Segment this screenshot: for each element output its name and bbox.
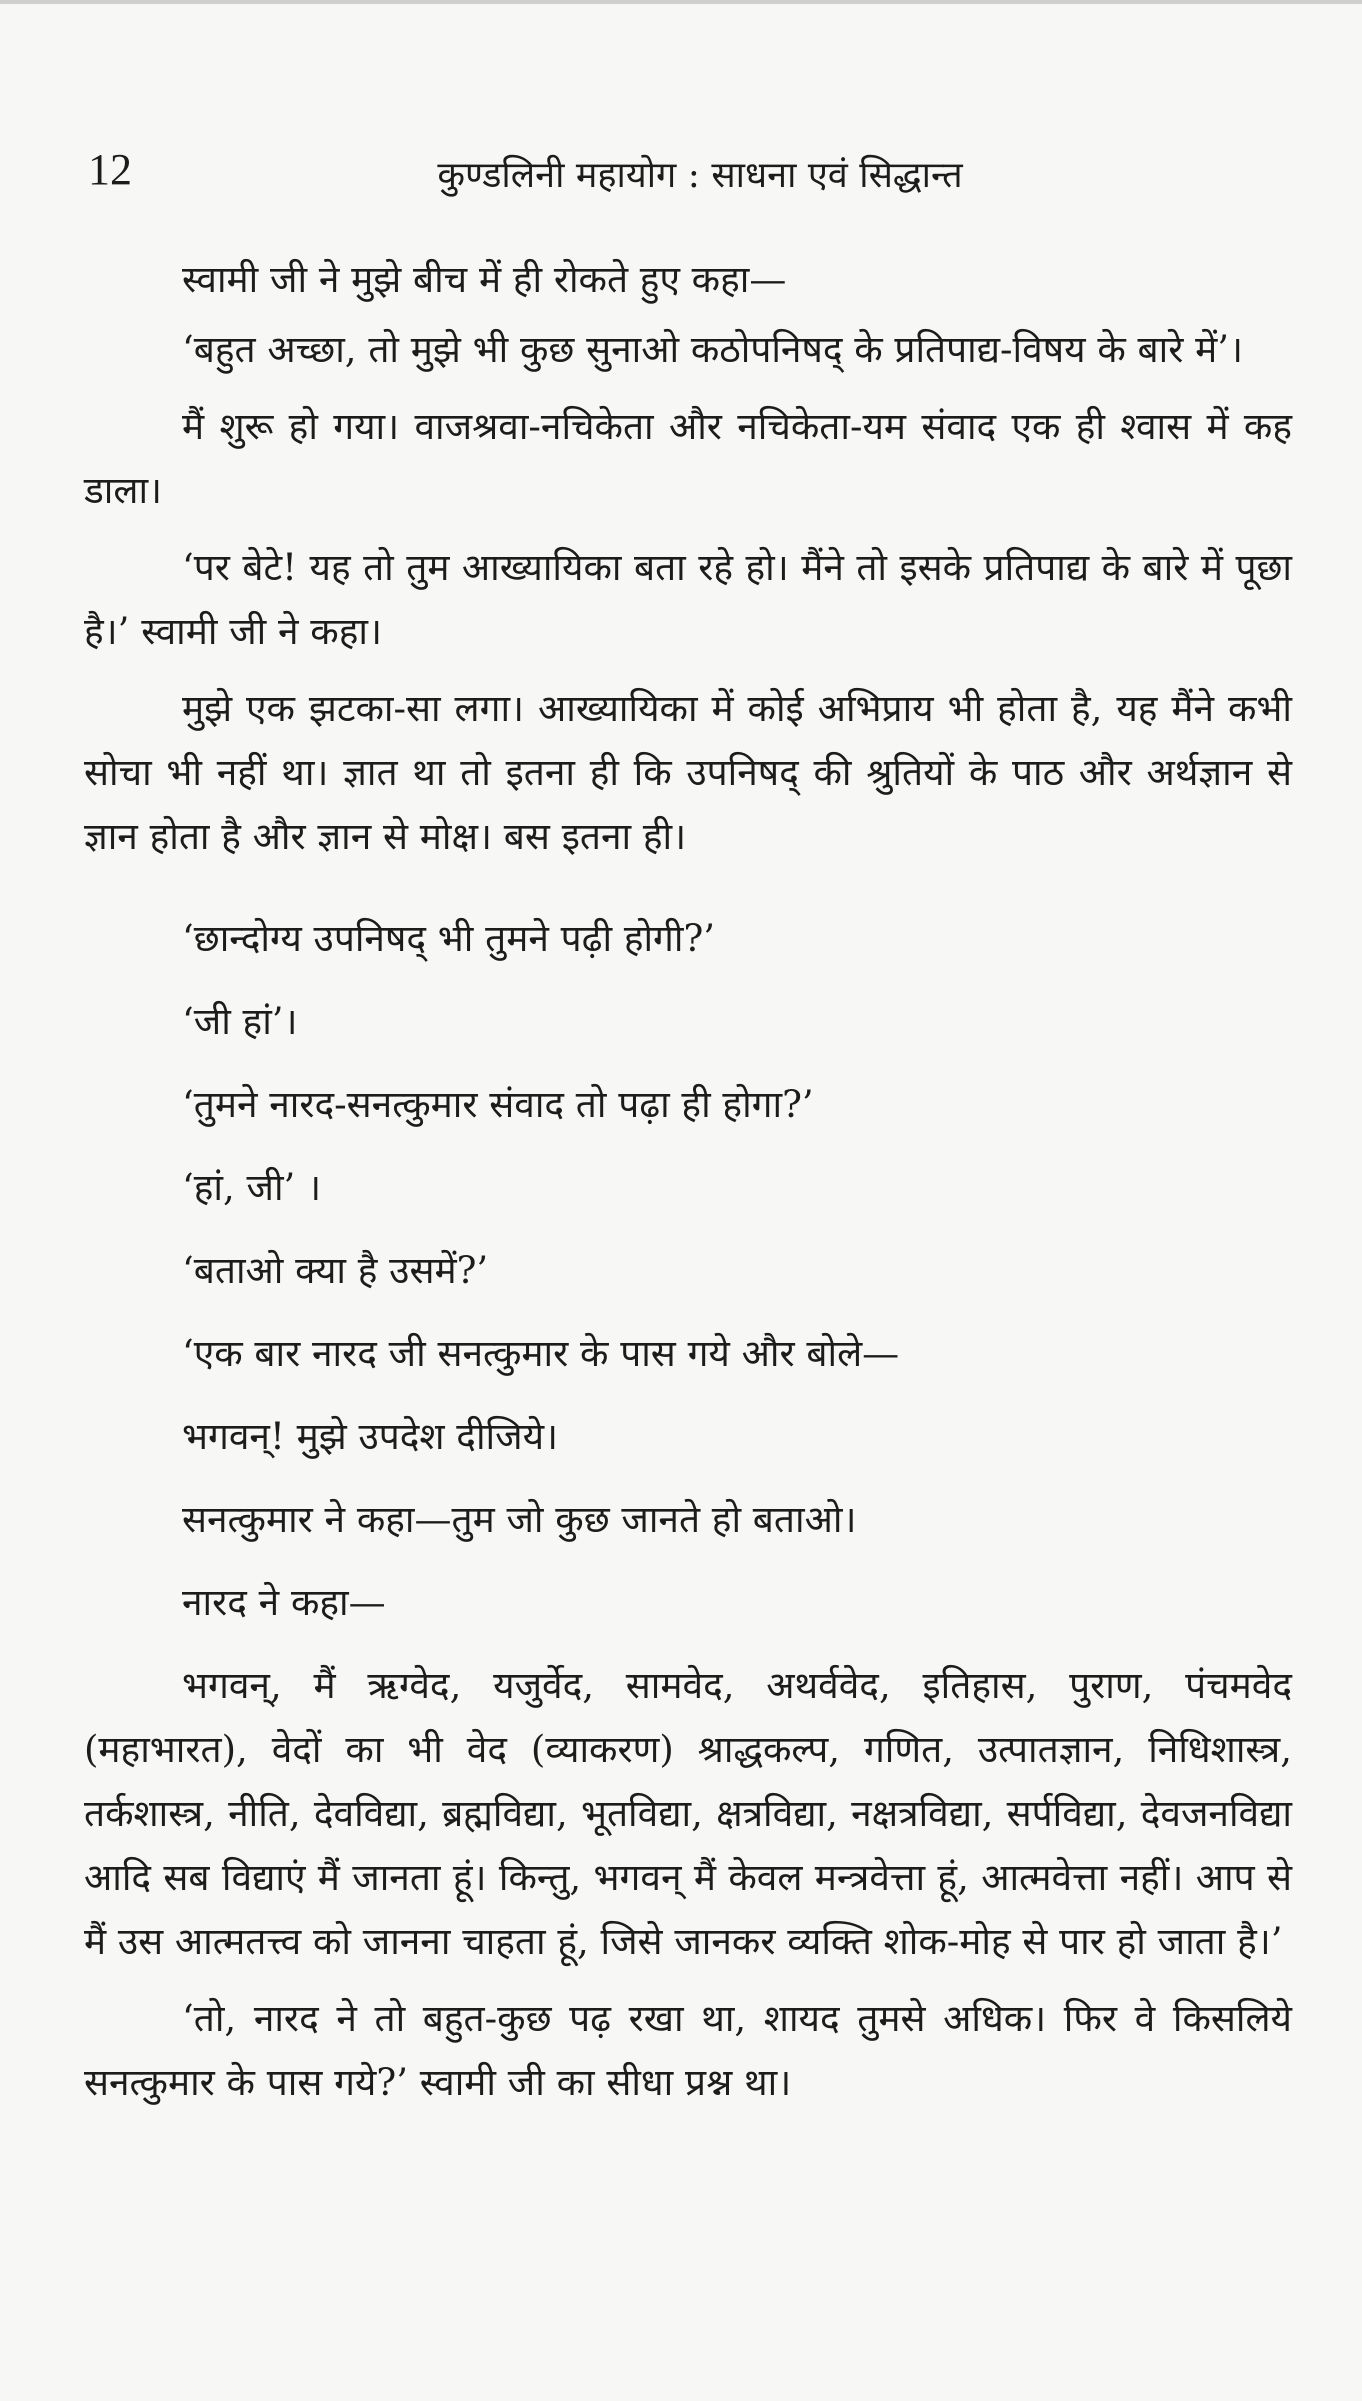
page-number: 12 xyxy=(88,145,132,194)
page-body xyxy=(84,248,1292,2128)
paragraph: ‘पर बेटे! यह तो तुम आख्यायिका बता रहे हो। मैंने तो इसके प्रतिपाद्य के बारे में पूछा है।’ स्वामी जी ने कहा। xyxy=(84,546,1292,653)
dialogue-line: नारद ने कहा— xyxy=(182,1581,386,1624)
dialogue-line: ‘छान्दोग्य उपनिषद् भी तुमने पढ़ी होगी?’ xyxy=(182,917,716,960)
paragraph: मैं शुरू हो गया। वाजश्रवा-नचिकेता और नचिकेता-यम संवाद एक ही श्वास में कह डाला। xyxy=(84,405,1292,512)
paragraph: मुझे एक झटका-सा लगा। आख्यायिका में कोई अभिप्राय भी होता है, यह मैंने कभी सोचा भी नहीं था। ज्ञात था तो इतना ही कि उपनिषद् की श्रुतियों के पाठ और अर्थज्ञान से ज्ञान होता है और ज्ञान से मोक्ष। बस इतना ही। xyxy=(84,687,1292,858)
dialogue-line: भगवन्! मुझे उपदेश दीजिये। xyxy=(182,1415,559,1458)
paragraph: भगवन्, मैं ऋग्वेद, यजुर्वेद, सामवेद, अथर्ववेद, इतिहास, पुराण, पंचमवेद (महाभारत), वेदों का भी वेद (व्याकरण) श्राद्धकल्प, गणित, उत्पातज्ञान, निधिशास्त्र, तर्कशास्त्र, नीति, देवविद्या, ब्रह्मविद्या, भूतविद्या, क्षत्रविद्या, नक्षत्रविद्या, सर्पविद्या, देवजनविद्या आदि सब विद्याएं मैं जानता हूं। किन्तु, भगवन् मैं केवल मन्त्रवेत्ता हूं, आत्मवेत्ता नहीं। आप से मैं उस आत्मतत्त्व को जानना चाहता हूं, जिसे जानकर व्यक्ति शोक-मोह से पार हो जाता है।’ xyxy=(84,1664,1292,1963)
paragraph: ‘बहुत अच्छा, तो मुझे भी कुछ सुनाओ कठोपनिषद् के प्रतिपाद्य-विषय के बारे में’। xyxy=(182,328,1244,371)
dialogue-line: ‘तुमने नारद-सनत्कुमार संवाद तो पढ़ा ही होगा?’ xyxy=(182,1083,814,1126)
dialogue-line: ‘हां, जी’ । xyxy=(182,1166,322,1209)
paragraph: ‘तो, नारद ने तो बहुत-कुछ पढ़ रखा था, शायद तुमसे अधिक। फिर वे किसलिये सनत्कुमार के पास गये?’ स्वामी जी का सीधा प्रश्न था। xyxy=(84,1997,1292,2104)
page-top-edge xyxy=(0,0,1362,4)
dialogue-line: ‘एक बार नारद जी सनत्कुमार के पास गये और बोले— xyxy=(182,1332,900,1375)
dialogue-line: ‘बताओ क्या है उसमें?’ xyxy=(182,1249,489,1292)
paragraph: स्वामी जी ने मुझे बीच में ही रोकते हुए कहा— xyxy=(182,258,787,301)
dialogue-line: ‘जी हां’। xyxy=(182,1000,298,1043)
running-title: कुण्डलिनी महायोग : साधना एवं सिद्धान्त xyxy=(437,155,963,196)
dialogue-line: सनत्कुमार ने कहा—तुम जो कुछ जानते हो बताओ। xyxy=(182,1498,857,1541)
